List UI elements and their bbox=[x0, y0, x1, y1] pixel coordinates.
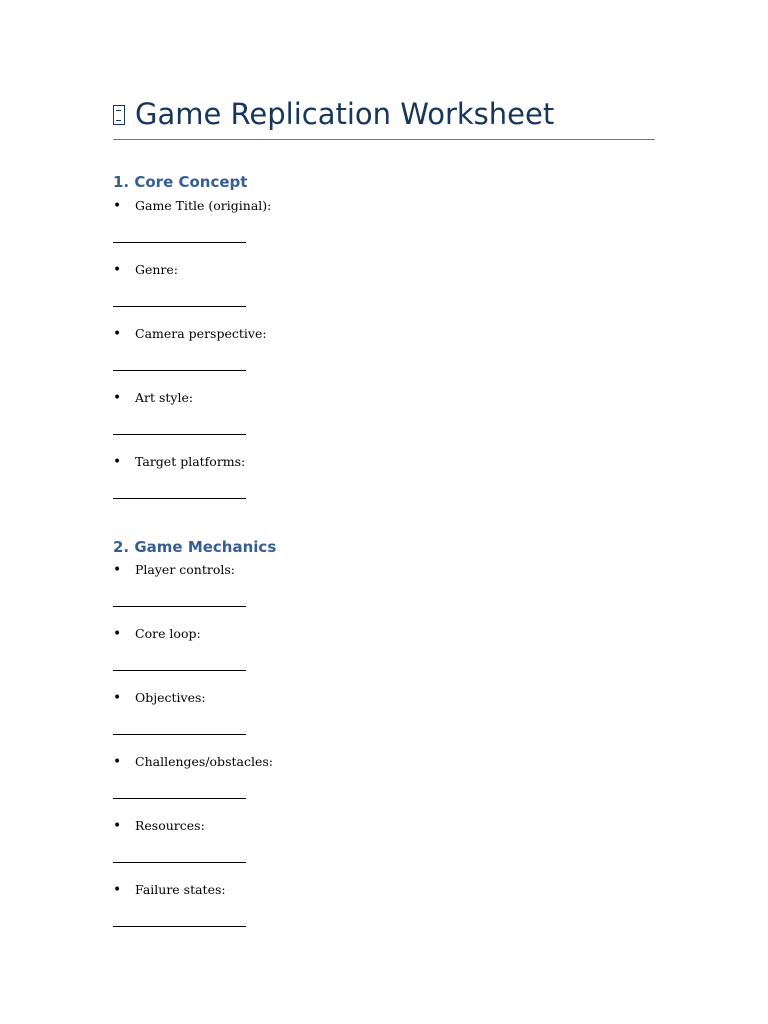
list-item-label: Core loop: bbox=[135, 626, 201, 641]
list-item-label: Objectives: bbox=[135, 690, 206, 705]
bullet-icon: • bbox=[113, 390, 122, 406]
answer-field-target-platforms[interactable] bbox=[113, 498, 246, 499]
bullet-icon: • bbox=[113, 754, 122, 770]
answer-field-camera-perspective[interactable] bbox=[113, 370, 246, 371]
list-item-label: Player controls: bbox=[135, 562, 235, 577]
bullet-icon: • bbox=[113, 690, 122, 706]
answer-field-art-style[interactable] bbox=[113, 434, 246, 435]
bullet-icon: • bbox=[113, 326, 122, 342]
answer-field-core-loop[interactable] bbox=[113, 670, 246, 671]
document-icon bbox=[113, 105, 125, 125]
list-item-label: Failure states: bbox=[135, 882, 226, 897]
bullet-icon: • bbox=[113, 262, 122, 278]
answer-field-game-title[interactable] bbox=[113, 242, 246, 243]
list-item-label: Art style: bbox=[135, 390, 194, 405]
bullet-icon: • bbox=[113, 818, 122, 834]
list-item-label: Game Title (original): bbox=[135, 198, 272, 213]
bullet-icon: • bbox=[113, 626, 122, 642]
bullet-icon: • bbox=[113, 198, 122, 214]
list-item-label: Target platforms: bbox=[135, 454, 246, 469]
list-item-label: Camera perspective: bbox=[135, 326, 267, 341]
answer-field-challenges-obstacles[interactable] bbox=[113, 798, 246, 799]
answer-field-player-controls[interactable] bbox=[113, 606, 246, 607]
bullet-icon: • bbox=[113, 562, 122, 578]
page-title-text: Game Replication Worksheet bbox=[135, 97, 555, 131]
page-title bbox=[113, 94, 655, 140]
answer-field-failure-states[interactable] bbox=[113, 926, 246, 927]
bullet-icon: • bbox=[113, 454, 122, 470]
list-item-label: Genre: bbox=[135, 262, 179, 277]
bullet-icon: • bbox=[113, 882, 122, 898]
section-heading-core-concept: 1. Core Concept bbox=[113, 173, 248, 191]
answer-field-genre[interactable] bbox=[113, 306, 246, 307]
answer-field-resources[interactable] bbox=[113, 862, 246, 863]
answer-field-objectives[interactable] bbox=[113, 734, 246, 735]
list-item-label: Resources: bbox=[135, 818, 205, 833]
section-heading-game-mechanics: 2. Game Mechanics bbox=[113, 538, 277, 556]
list-item-label: Challenges/obstacles: bbox=[135, 754, 273, 769]
